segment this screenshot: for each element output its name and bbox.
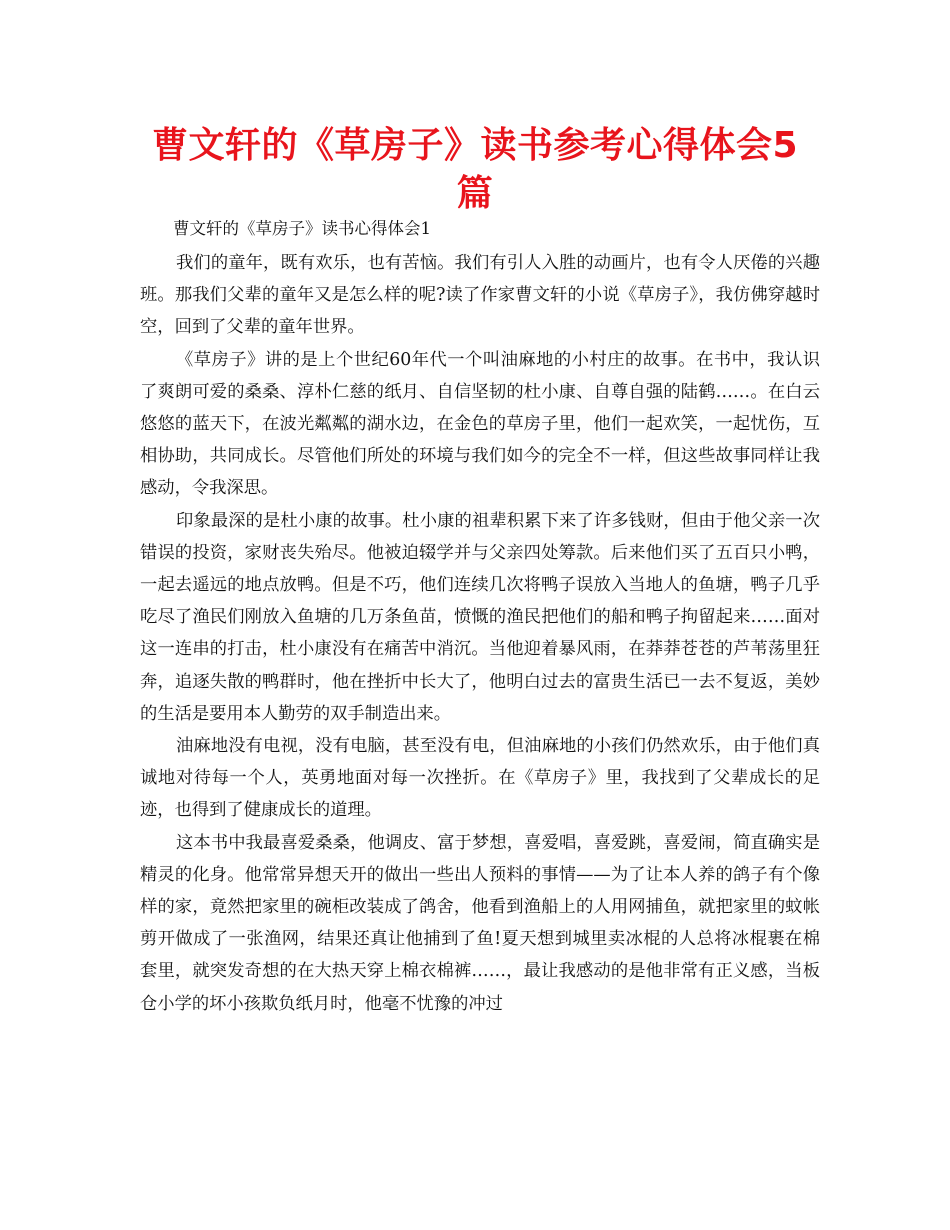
paragraph-3: 印象最深的是杜小康的故事。杜小康的祖辈积累下来了许多钱财，但由于他父亲一次错误的投资，家财丧失殆尽。他被迫辍学并与父亲四处筹款。后来他们买了五百只小鸭，一起去遥远的地点放鸭。但是不巧，他们连续几次将鸭子误放入当地人的鱼塘，鸭子几乎吃尽了渔民们刚放入鱼塘的几万条鱼苗，愤慨的渔民把他们的船和鸭子拘留起来……面对这一连串的打击，杜小康没有在痛苦中消沉。当他迎着暴风雨，在莽莽苍苍的芦苇荡里狂奔，追逐失散的鸭群时，他在挫折中长大了，他明白过去的富贵生活已一去不复返，美妙的生活是要用本人勤劳的双手制造出来。 [140,510,820,724]
document-body [140,247,820,1020]
document-title: 曹文轩的《草房子》读书参考心得体会5篇 [151,125,799,214]
paragraph-1: 我们的童年，既有欢乐，也有苦恼。我们有引人入胜的动画片，也有令人厌倦的兴趣班。那我们父辈的童年又是怎么样的呢?读了作家曹文轩的小说《草房子》，我仿佛穿越时空，回到了父辈的童年世界。 [140,253,820,338]
paragraph-4: 油麻地没有电视，没有电脑，甚至没有电，但油麻地的小孩们仍然欢乐，由于他们真诚地对待每一个人，英勇地面对每一次挫折。在《草房子》里，我找到了父辈成长的足迹，也得到了健康成长的道理。 [140,736,820,821]
section-heading: 曹文轩的《草房子》读书心得体会1 [173,219,431,238]
paragraph-5: 这本书中我最喜爱桑桑，他调皮、富于梦想，喜爱唱，喜爱跳，喜爱闹，简直确实是精灵的化身。他常常异想天开的做出一些出人预料的事情——为了让本人养的鸽子有个像样的家，竟然把家里的碗柜改装成了鸽舍，他看到渔船上的人用网捕鱼，就把家里的蚊帐剪开做成了一张渔网，结果还真让他捕到了鱼!夏天想到城里卖冰棍的人总将冰棍裹在棉套里，就突发奇想的在大热天穿上棉衣棉裤……，最让我感动的是他非常有正义感，当板仓小学的坏小孩欺负纸月时，他毫不忧豫的冲过 [140,832,820,1014]
paragraph-2: 《草房子》讲的是上个世纪60年代一个叫油麻地的小村庄的故事。在书中，我认识了爽朗可爱的桑桑、淳朴仁慈的纸月、自信坚韧的杜小康、自尊自强的陆鹤……。在白云悠悠的蓝天下，在波光粼粼的湖水边，在金色的草房子里，他们一起欢笑，一起忧伤，互相协助，共同成长。尽管他们所处的环境与我们如今的完全不一样，但这些故事同样让我感动，令我深思。 [140,349,820,499]
